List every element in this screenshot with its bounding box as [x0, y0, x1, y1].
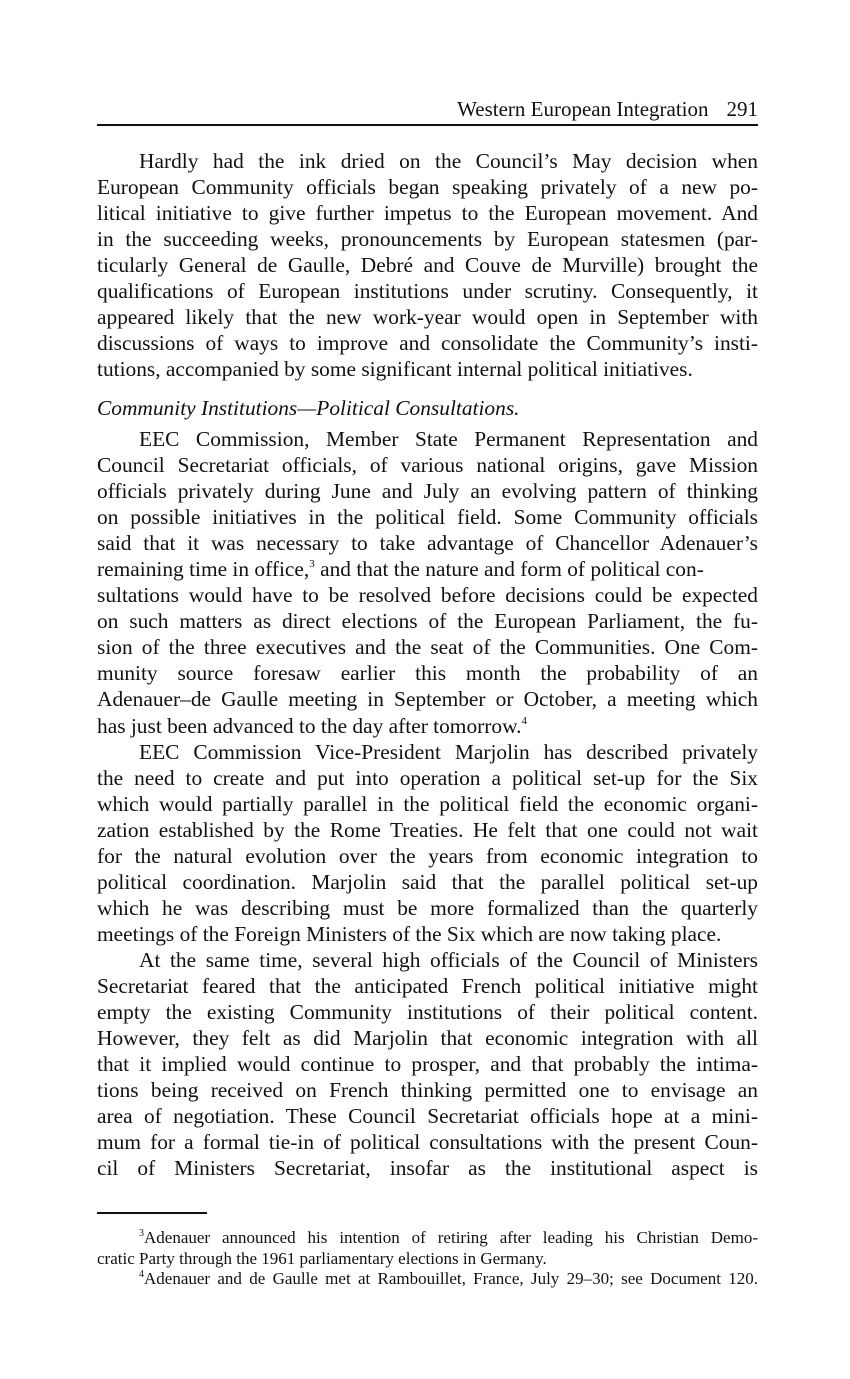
running-header [97, 94, 758, 126]
text-line: meetings of the Foreign Ministers of the Six which are now taking place. [97, 922, 722, 947]
text-line: which would partially parallel in the political field the economic organi- [97, 792, 758, 817]
text-line: EEC Commission Vice-President Marjolin has described privately [139, 740, 758, 764]
text-line: sion of the three executives and the seat of the Communities. One Com- [97, 635, 758, 660]
text-line: in the succeeding weeks, pronouncements by European statesmen (par- [97, 227, 758, 252]
paragraph-1 [97, 148, 758, 382]
section-heading [97, 395, 758, 421]
text-line: Hardly had the ink dried on the Council’s May decision when [139, 149, 758, 173]
text-line: Council Secretariat officials, of various national origins, gave Mission [97, 453, 758, 478]
text-line: European Community officials began speaking privately of a new po- [97, 175, 758, 200]
text-line: the need to create and put into operation a political set-up for the Six [97, 766, 758, 791]
footnote-number-4: 4 [139, 1269, 144, 1280]
text-line: qualifications of European institutions under scrutiny. Consequently, it [97, 279, 758, 304]
text-line: tutions, accompanied by some significant internal political initiatives. [97, 357, 693, 382]
text-fragment: remaining time in office, [97, 557, 310, 582]
text-line: EEC Commission, Member State Permanent Representation and [139, 427, 758, 451]
footnote-ref-4[interactable]: 4 [521, 714, 527, 727]
text-line: said that it was necessary to take advantage of Chancellor Adenauer’s [97, 531, 758, 556]
paragraph-4 [97, 947, 758, 1181]
text-line: on such matters as direct elections of the European Parliament, the fu- [97, 609, 758, 634]
text-line: Adenauer–de Gaulle meeting in September or October, a meeting which [97, 687, 758, 712]
section-heading-text: Community Institutions—Political Consultations. [97, 396, 520, 420]
footnote-divider [97, 1212, 207, 1214]
text-line: political coordination. Marjolin said that the parallel political set-up [97, 870, 758, 895]
text-line [97, 556, 758, 582]
footnote-3-line [97, 1228, 758, 1249]
footnote-ref-3[interactable]: 3 [309, 558, 315, 571]
text-line: ticularly General de Gaulle, Debré and Couve de Murville) brought the [97, 253, 758, 278]
text-fragment: and that the nature and form of political con- [314, 557, 704, 582]
text-line: zation established by the Rome Treaties. He felt that one could not wait [97, 818, 758, 843]
paragraph-2 [97, 426, 758, 739]
text-line: which he was describing must be more formalized than the quarterly [97, 896, 758, 921]
text-line: empty the existing Community institutions of their political content. [97, 1000, 758, 1025]
text-line: At the same time, several high officials of the Council of Ministers [139, 948, 758, 972]
text-line: However, they felt as did Marjolin that economic integration with all [97, 1026, 758, 1051]
text-line: litical initiative to give further impetus to the European movement. And [97, 201, 758, 226]
footnote-3-line: cratic Party through the 1961 parliamentary elections in Germany. [97, 1248, 547, 1268]
text-line: appeared likely that the new work-year would open in September with [97, 305, 758, 330]
footnotes [97, 1228, 758, 1290]
text-line [97, 713, 758, 739]
text-line: for the natural evolution over the years from economic integration to [97, 844, 758, 869]
text-line: Secretariat feared that the anticipated French political initiative might [97, 974, 758, 999]
footnote-number-3: 3 [139, 1228, 144, 1239]
text-line: munity source foresaw earlier this month the probability of an [97, 661, 758, 686]
text-fragment: has just been advanced to the day after tomorrow. [97, 713, 522, 738]
text-line: on possible initiatives in the political field. Some Community officials [97, 505, 758, 530]
text-line: mum for a formal tie-in of political consultations with the present Coun- [97, 1130, 758, 1155]
text-fragment: Adenauer announced his intention of retiring after leading his Christian Demo- [144, 1228, 758, 1247]
running-title: Western European Integration [457, 97, 709, 121]
text-line: cil of Ministers Secretariat, insofar as the institutional aspect is [97, 1156, 758, 1181]
text-line: tions being received on French thinking permitted one to envisage an [97, 1078, 758, 1103]
text-fragment: Adenauer and de Gaulle met at Rambouillet, France, July 29–30; see Document 120. [144, 1269, 758, 1288]
text-line: sultations would have to be resolved before decisions could be expected [97, 583, 758, 608]
text-line: that it implied would continue to prosper, and that probably the intima- [97, 1052, 758, 1077]
text-line: discussions of ways to improve and consolidate the Community’s insti- [97, 331, 758, 356]
page-number: 291 [726, 97, 758, 121]
footnote-4-line [97, 1269, 758, 1290]
text-line: officials privately during June and July an evolving pattern of thinking [97, 479, 758, 504]
paragraph-3 [97, 739, 758, 947]
text-line: area of negotiation. These Council Secretariat officials hope at a mini- [97, 1104, 758, 1129]
